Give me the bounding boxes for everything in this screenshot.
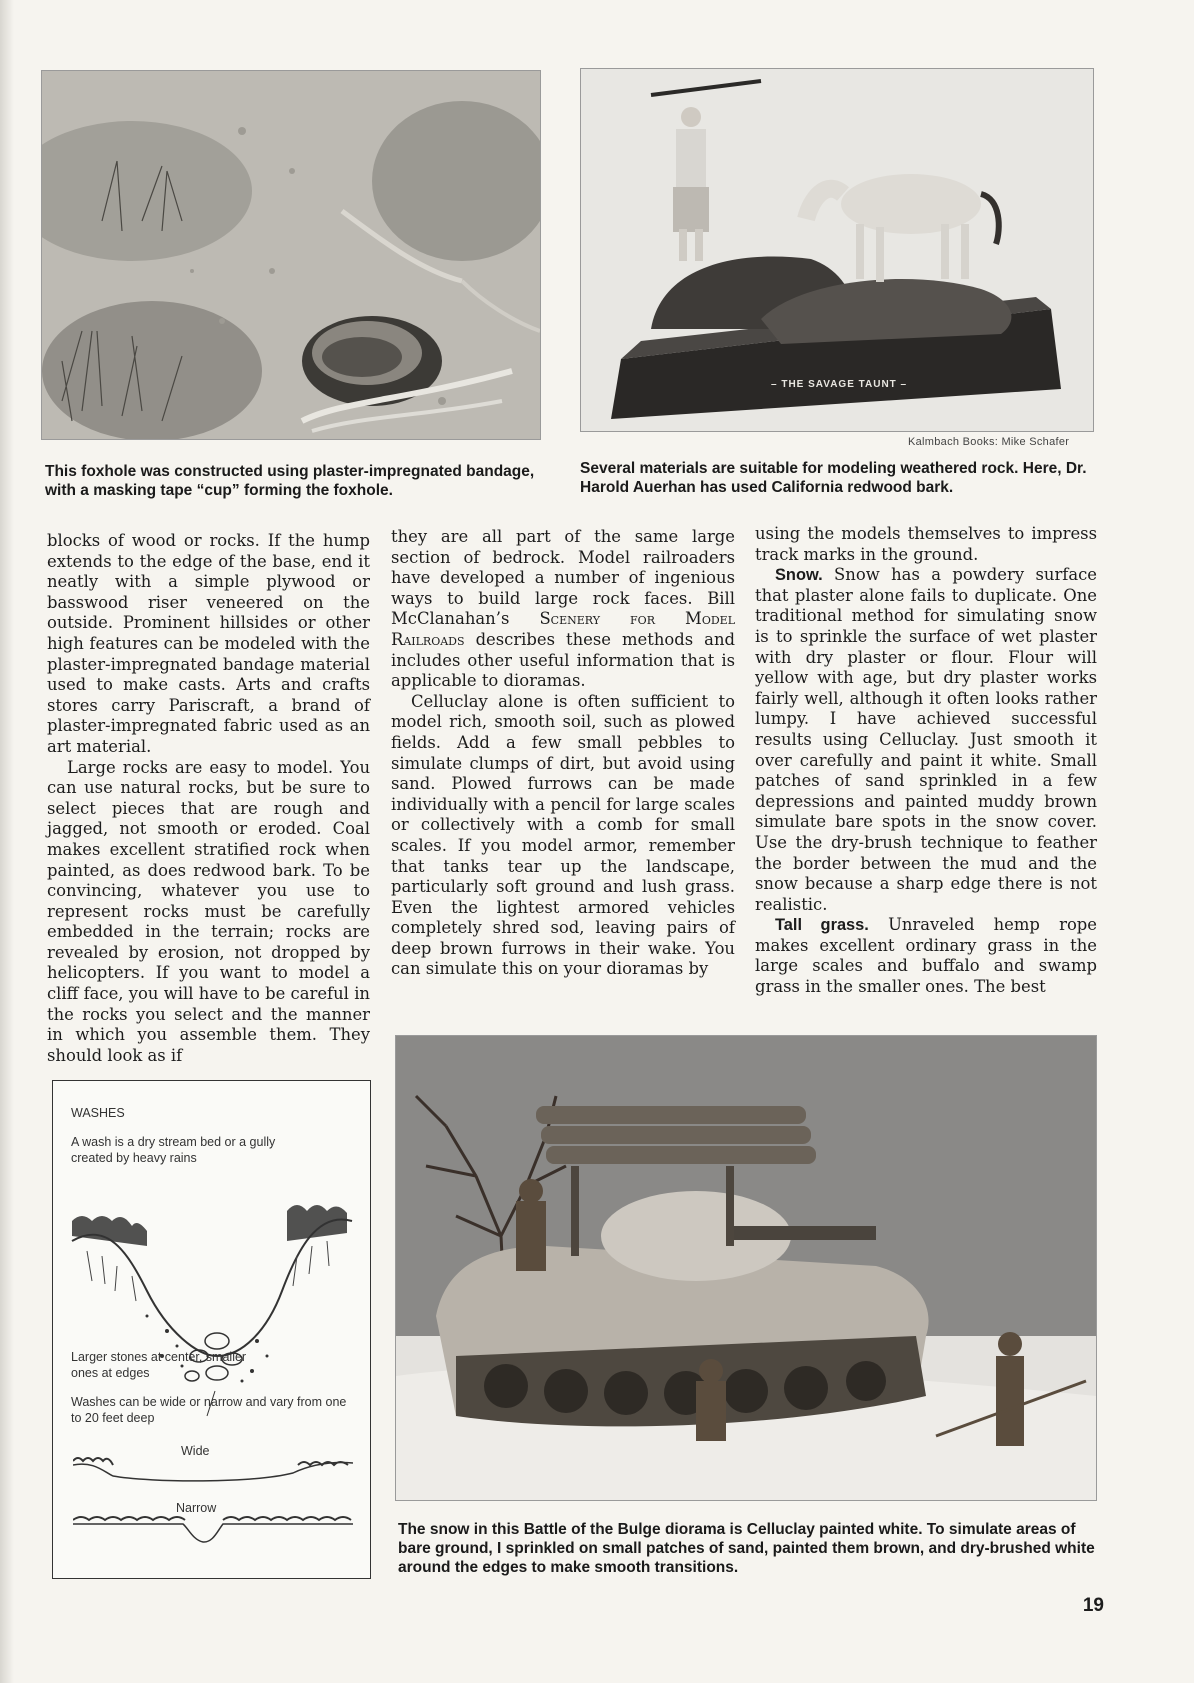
photo-credit: Kalmbach Books: Mike Schafer [908,436,1070,448]
text-column-1 [47,531,370,1066]
diorama-plaque-text: – THE SAVAGE TAUNT – [771,379,908,390]
col2-paragraph-2: Celluclay alone is often sufficient to model rich, smooth soil, such as plowed fields. Add a few small pebbles to simulate clumps of dirt, but avoid using sand. Plowed furrows can be made individually with a pencil for large scales or collectively with a comb for small scales. If you model armor, remember that tanks tear up the landscape, particularly soft ground and lush grass. Even the lightest armored vehicles completely shred sod, leaving pairs of deep brown furrows in their wake. You can simulate this on your dioramas by [391,691,735,979]
gully-illustration [67,1181,357,1421]
text-column-3 [755,524,1097,998]
col2-paragraph-1-text-a: they are all part of the same large section of bedrock. Model railroaders have developed a number of ingenious ways to build large rock faces. Bill McClanahan’s [391,527,735,629]
col3-paragraph-grass-text: Unraveled hemp rope makes excellent ordinary grass in the large scales and buffalo and swamp grass in the smaller ones. The best [755,915,1098,997]
col1-paragraph-1: blocks of wood or rocks. If the hump extends to the edge of the base, end it neatly with a simple plywood or basswood riser veneered on the outside. Prominent hillsides or other high features can be modeled with the plaster-impregnated bandage material used to make casts. Arts and crafts stores carry Pariscraft, a brand of plaster-impregnated fabric used as an art material. [47,531,370,756]
book-title: Scenery for Model Railroads [391,609,735,649]
washes-diagram [52,1080,371,1579]
rock-diorama-photo [580,68,1094,432]
text-column-2 [391,527,735,980]
page-number: 19 [1082,1595,1104,1616]
page-binding-shadow [0,0,14,1683]
diagram-description: A wash is a dry stream bed or a gully created by heavy rains [71,1135,276,1165]
col1-paragraph-2: Large rocks are easy to model. You can use natural rocks, but be sure to select pieces that are rough and jagged, not smooth or eroded. Coal makes excellent stratified rock when painted, as does redwood bark. To be convincing, whatever you use to represent rocks must be carefully embedded in the terrain; rocks are revealed by erosion, not dropped by helicopters. If you want to model a cliff face, you will have to be careful in the rocks you select and the manner in which you assemble them. They should look as if [47,757,370,1065]
snow-caption: The snow in this Battle of the Bulge diorama is Celluclay painted white. To simulate areas of bare ground, I sprinkled on small patches of sand, painted them brown, and dry-brushed white around the edges to make smooth transitions. [398,1521,1095,1576]
diagram-title: WASHES [71,1106,125,1120]
col2-paragraph-1-text-b: describes these methods and includes other useful information that is applicable to dioramas. [391,629,735,691]
narrow-label: Narrow [176,1501,217,1515]
col2-paragraph-1 [391,527,735,692]
foxhole-caption: This foxhole was constructed using plaster-impregnated bandage, with a masking tape “cup” forming the foxhole. [45,463,535,499]
col3-paragraph-1: using the models themselves to impress track marks in the ground. [755,524,1097,564]
snow-diorama-photo [395,1035,1097,1501]
foxhole-photo [41,70,541,440]
wide-label: Wide [181,1444,210,1458]
wide-wash-profile [73,1451,353,1491]
narrow-wash-profile [73,1508,353,1548]
col3-paragraph-grass [755,915,1097,997]
size-note: Washes can be wide or narrow and vary from one to 20 feet deep [71,1395,347,1425]
stones-note: Larger stones at center, smaller ones at edges [71,1350,247,1380]
col3-paragraph-snow [755,565,1097,915]
tall-grass-run-in-head: Tall grass. [775,916,869,935]
snow-run-in-head: Snow. [775,566,823,585]
col3-paragraph-snow-text: Snow has a powdery surface that plaster alone fails to duplicate. One traditional method for simulating snow is to sprinkle the surface of wet plaster with dry plaster or flour. Flour will yellow with age, but dry plaster works fairly well, although it often looks rather lumpy. I have achieved successful results using Celluclay. Just smooth it over carefully and paint it white. Small patches of sand sprinkled in a few depressions and painted muddy brown simulate bare spots in the snow cover. Use the dry-brush technique to feather the border between the mud and the snow because a sharp edge there is not realistic. [755,565,1097,914]
rock-caption: Several materials are suitable for modeling weathered rock. Here, Dr. Harold Auerhan has used California redwood bark. [580,460,1087,496]
